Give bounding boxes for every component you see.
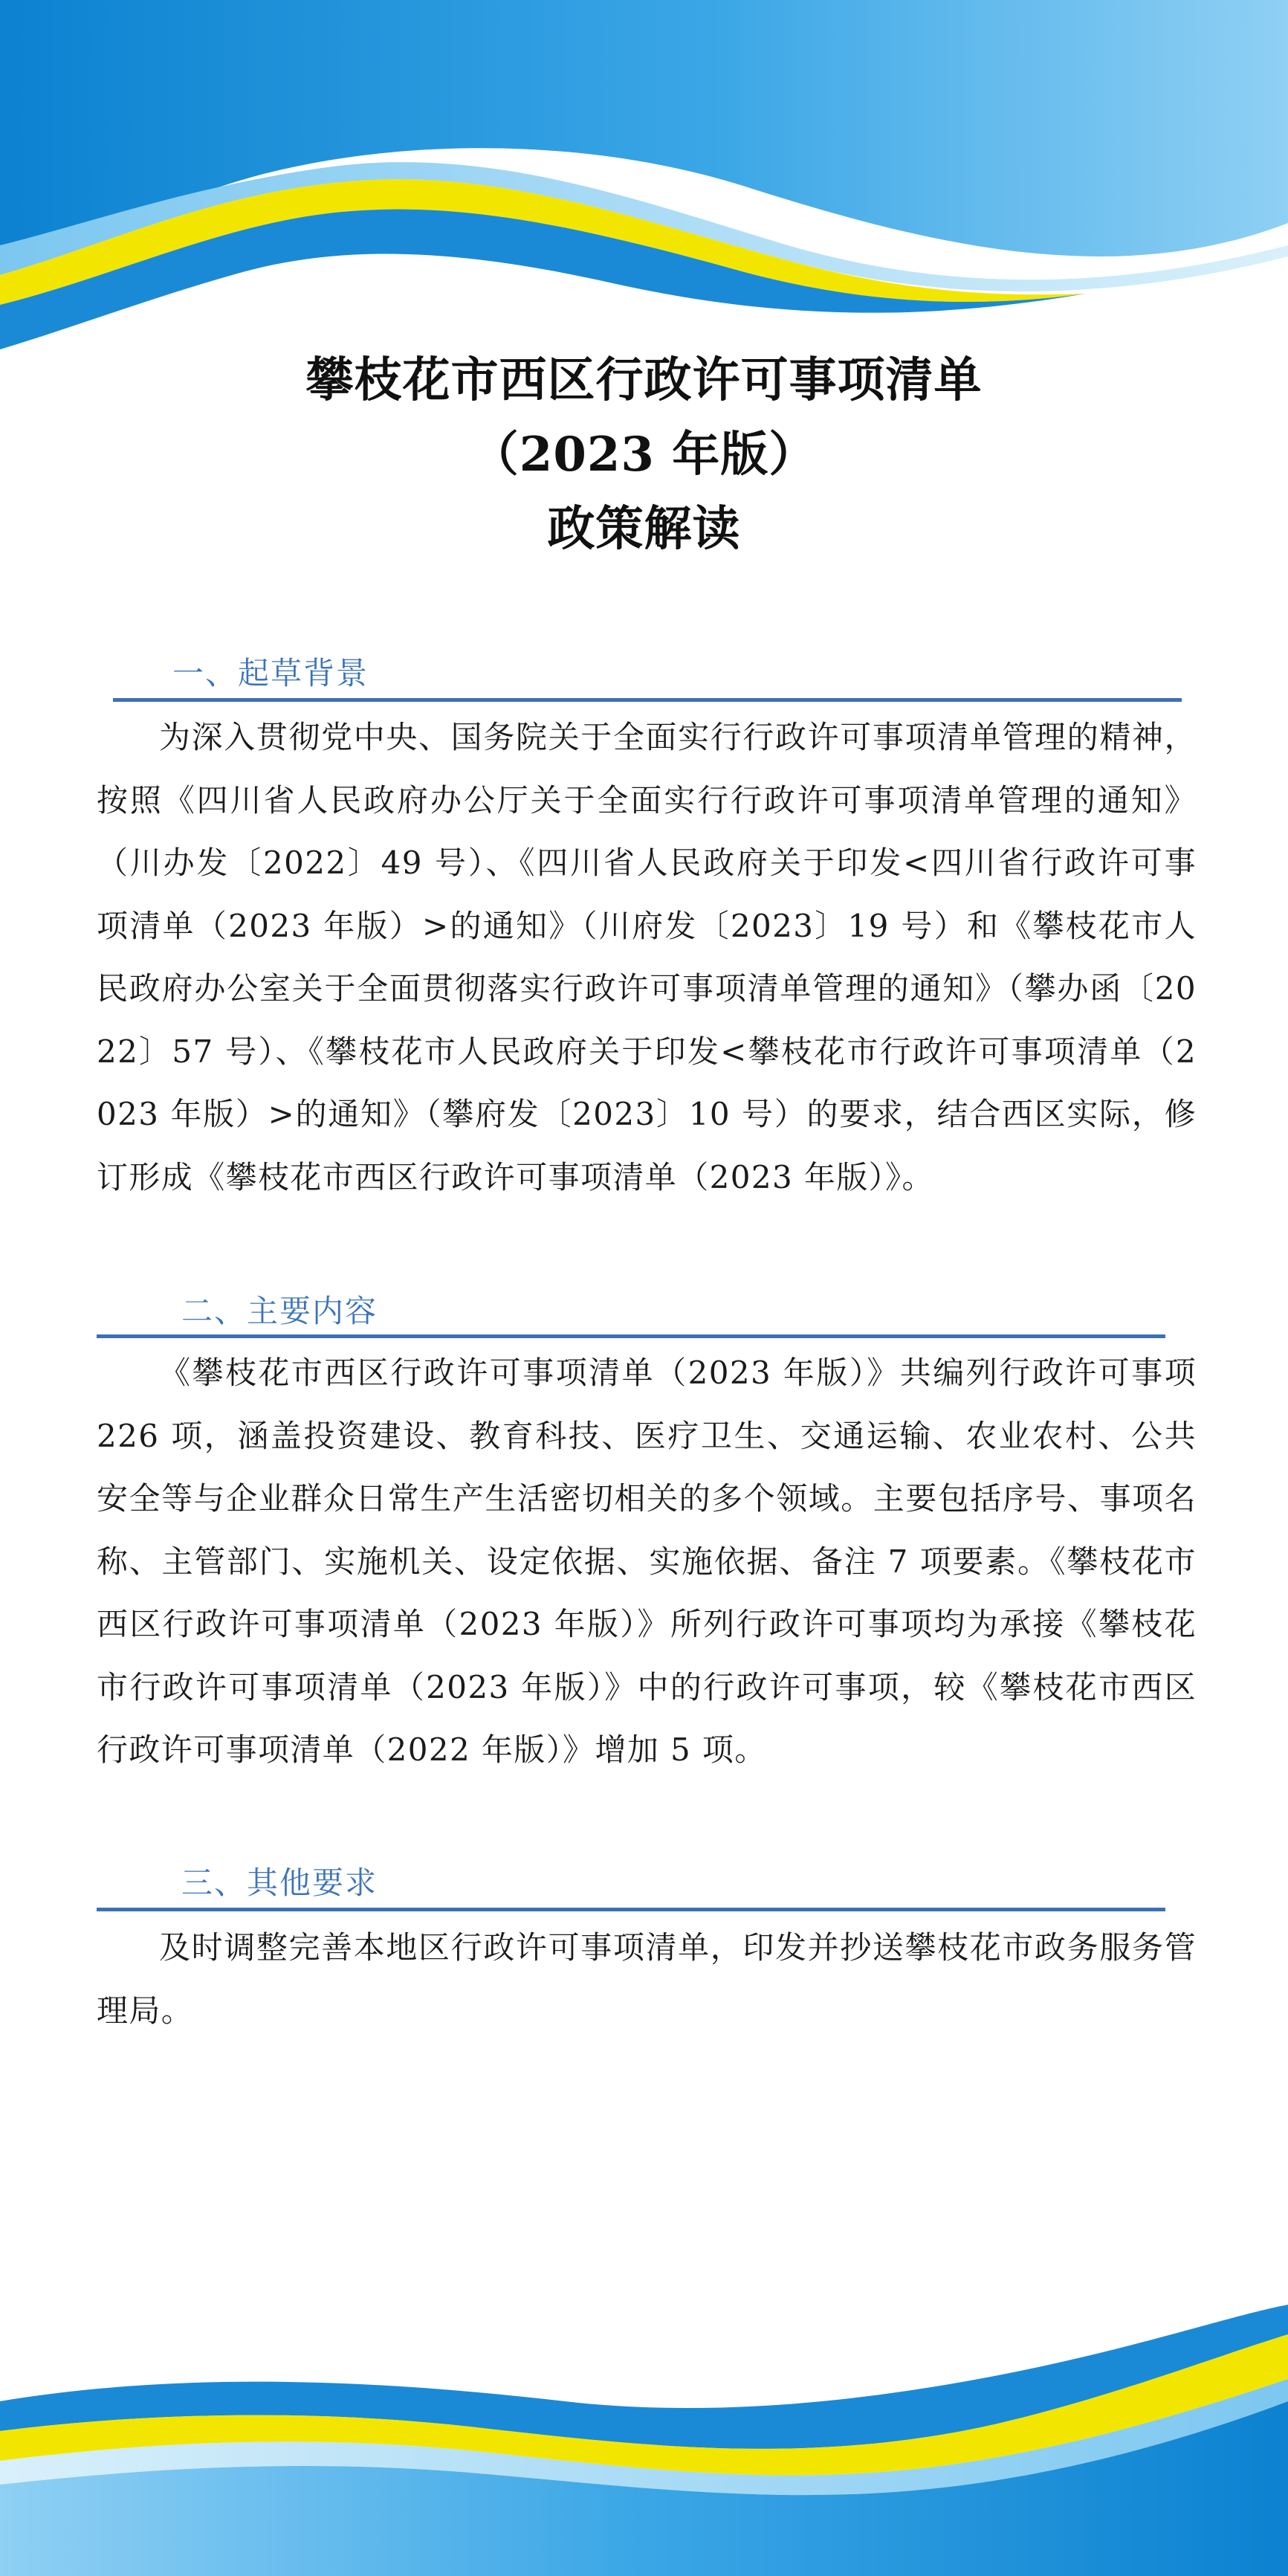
section-divider-content	[97, 1334, 1165, 1338]
section-body-background: 为深入贯彻党中央、国务院关于全面实行行政许可事项清单管理的精神，按照《四川省人民政府办公厅关于全面实行行政许可事项清单管理的通知》（川办发〔2022〕49 号）、《四川省人民政府关于印发<四川省行政许可事项清单（2023 年版）>的通知》（川府发〔2023〕19 号）和《攀枝花市人民政府办公室关于全面贯彻落实行政许可事项清单管理的通知》（攀办函〔2022〕57 号）、《攀枝花市人民政府关于印发<攀枝花市行政许可事项清单（2023 年版）>的通知》（攀府发〔2023〕10 号）的要求，结合西区实际，修订形成《攀枝花市西区行政许可事项清单（2023 年版）》。	[97, 719, 1197, 1195]
title-line-3: 政策解读	[547, 501, 741, 557]
footer-wave-decoration	[0, 2290, 1288, 2576]
section-body-requirements: 及时调整完善本地区行政许可事项清单，印发并抄送攀枝花市政务服务管理局。	[97, 1929, 1197, 2029]
title-line-2: （2023 年版）	[470, 427, 818, 482]
section-heading-background: 一、起草背景	[172, 655, 369, 691]
section-divider-background	[113, 698, 1182, 702]
section-heading-requirements: 三、其他要求	[181, 1865, 378, 1901]
document-title	[0, 343, 1288, 566]
header-wave-decoration	[0, 0, 1288, 357]
title-line-1: 攀枝花市西区行政许可事项清单	[305, 352, 983, 408]
section-divider-requirements	[97, 1908, 1165, 1911]
section-body-content: 《攀枝花市西区行政许可事项清单（2023 年版）》共编列行政许可事项 226 项，涵盖投资建设、教育科技、医疗卫生、交通运输、农业农村、公共安全等与企业群众日常生产生活密切相关的多个领域。主要包括序号、事项名称、主管部门、实施机关、设定依据、实施依据、备注 7 项要素。《攀枝花市西区行政许可事项清单（2023 年版）》所列行政许可事项均为承接《攀枝花市行政许可事项清单（2023 年版）》中的行政许可事项，较《攀枝花市西区行政许可事项清单（2022 年版）》增加 5 项。	[97, 1355, 1197, 1768]
section-heading-content: 二、主要内容	[181, 1293, 378, 1329]
